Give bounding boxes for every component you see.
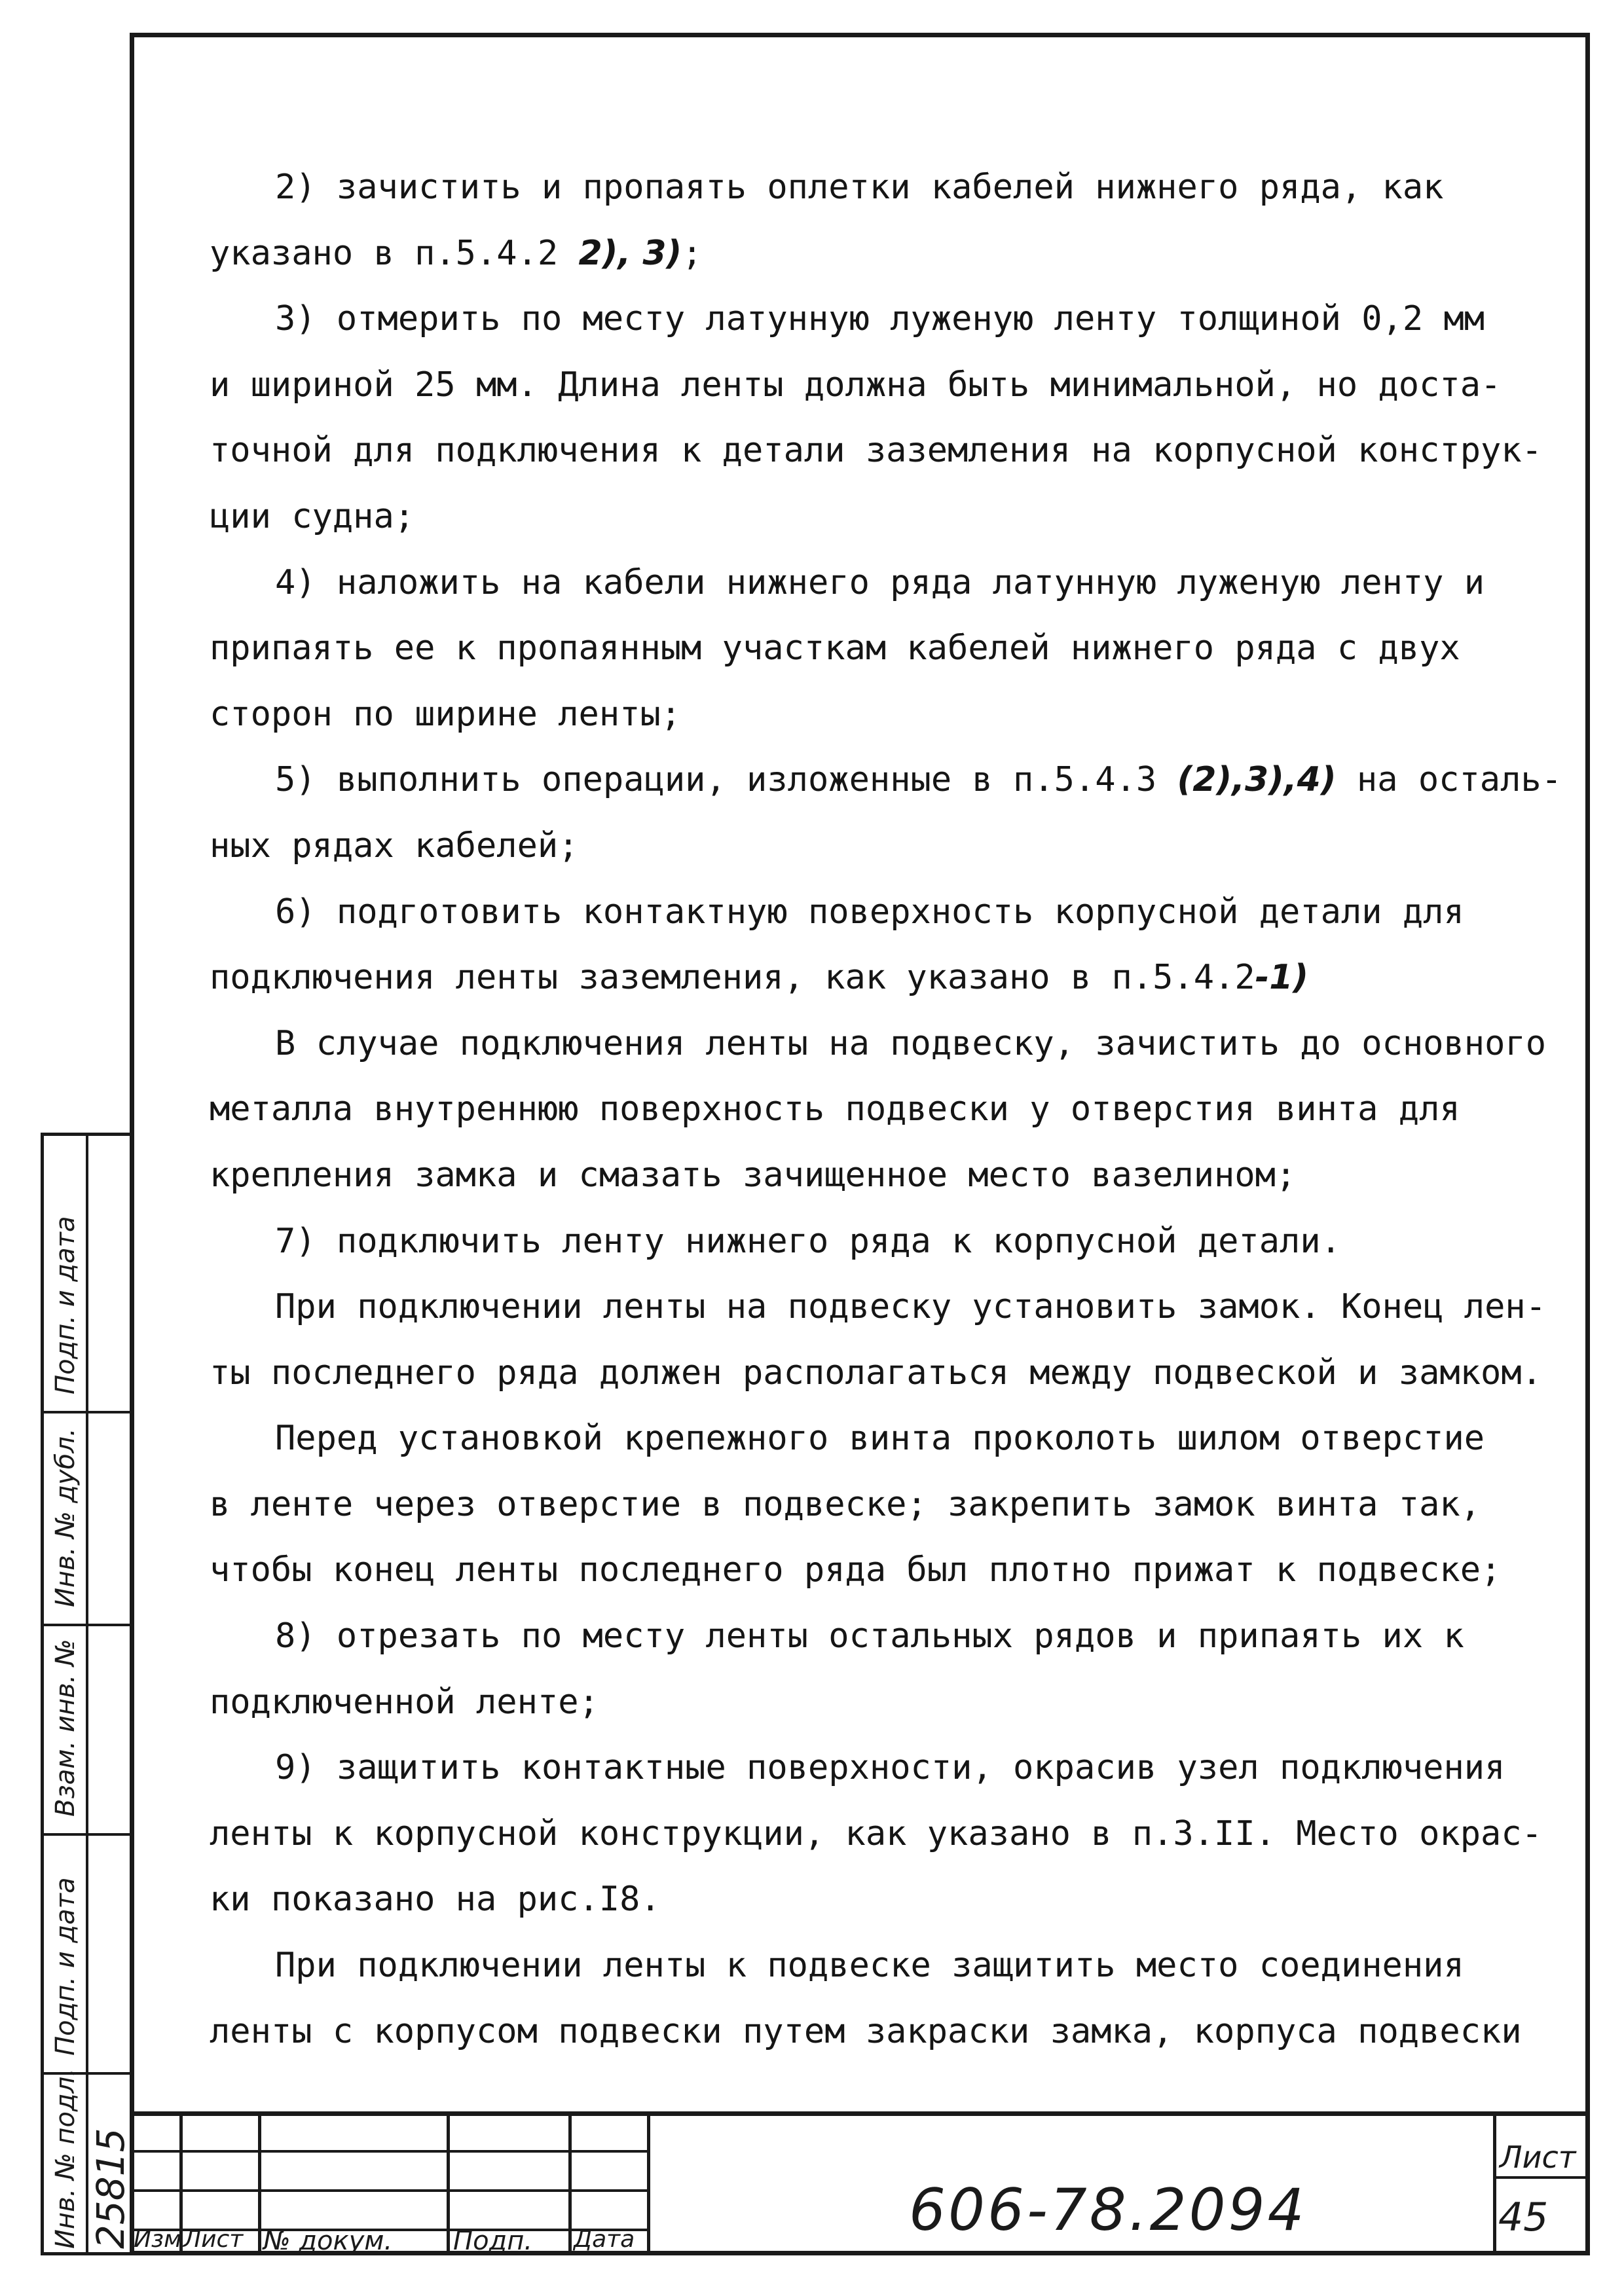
tb-col-line [258, 2116, 261, 2255]
tb-col-line [130, 2116, 133, 2255]
tb-label-podp: Подп. [453, 2226, 533, 2256]
text-line: и шириной 25 мм. Длина ленты должна быть минимальной, но доста- [210, 365, 1502, 405]
margin-divider [44, 1624, 130, 1626]
margin-label-vzam-inv: Взам. инв. № [50, 1639, 81, 1817]
text-line: 2) зачистить и пропаять оплетки кабелей нижнего ряда, как [275, 168, 1444, 207]
text-line [210, 747, 1562, 813]
text-line: ции судна; [210, 496, 415, 536]
text-line [210, 945, 1559, 1011]
document-code: 606-78.2094 [909, 2176, 1307, 2244]
margin-divider [44, 1833, 130, 1836]
margin-label-inv-podl: Инв. № подл. [50, 2068, 81, 2249]
text-line: припаять ее к пропаянным участкам кабелей нижнего ряда с двух [210, 629, 1460, 668]
text-line: крепления замка и смазать зачищенное место вазелином; [210, 1155, 1297, 1195]
handwritten-note: (2),3),4) [1177, 760, 1337, 800]
text-line: 9) защитить контактные поверхности, окрасив узел подключения [275, 1748, 1505, 1788]
text-line: ленты к корпусной конструкции, как указано в п.3.II. Место окрас- [210, 1813, 1542, 1853]
text-line: 6) подготовить контактную поверхность корпусной детали для [275, 892, 1464, 932]
text-line: При подключении ленты на подвеску установить замок. Конец лен- [275, 1287, 1547, 1327]
text-line: чтобы конец ленты последнего ряда был плотно прижат к подвеске; [210, 1550, 1502, 1590]
tb-label-data: Дата [574, 2226, 635, 2253]
tb-col-line [568, 2116, 572, 2255]
text-line: в ленте через отверстие в подвеске; закрепить замок винта так, [210, 1484, 1481, 1524]
text-line: 3) отмерить по месту латунную луженую ленту толщиной 0,2 мм [275, 299, 1485, 339]
text-line: ки показано на рис.I8. [210, 1880, 661, 1920]
tb-col-line [647, 2116, 650, 2255]
text-line: 8) отрезать по месту ленты остальных рядов и припаять их к [275, 1616, 1464, 1656]
text-line: При подключении ленты к подвеске защитить место соединения [275, 1946, 1464, 1986]
text-line: подключенной ленте; [210, 1682, 599, 1722]
text-fragment: 5) выполнить операции, изложенные в п.5.4.3 [275, 760, 1177, 800]
text-line: 7) подключить ленту нижнего ряда к корпусной детали. [275, 1221, 1341, 1261]
tb-label-sheet: Лист [1500, 2140, 1576, 2175]
inventory-number: 25815 [88, 2128, 133, 2249]
title-block [130, 2111, 1590, 2255]
sheet-number: 45 [1498, 2195, 1549, 2240]
margin-divider [44, 1411, 130, 1413]
text-line: ных рядах кабелей; [210, 826, 579, 866]
handwritten-note: -1) [1255, 958, 1309, 998]
text-fragment: подключения ленты заземления, как указано в п.5.4.2 [210, 958, 1255, 998]
text-line: ты последнего ряда должен располагаться между подвеской и замком. [210, 1353, 1542, 1393]
text-line: 4) наложить на кабели нижнего ряда латунную луженую ленту и [275, 562, 1485, 602]
margin-label-podp-data-top: Подп. и дата [50, 1216, 81, 1394]
document-body [210, 155, 1562, 2064]
text-line [210, 221, 1559, 287]
tb-label-n-dokum: № докум. [263, 2226, 393, 2256]
margin-label-podp-data-bottom: Подп. и дата [50, 1877, 81, 2056]
tb-col-line [1493, 2116, 1496, 2255]
text-line: В случае подключения ленты на подвеску, зачистить до основного [275, 1023, 1547, 1063]
text-line: ленты с корпусом подвески путем закраски замка, корпуса подвески [210, 2011, 1522, 2051]
tb-label-izm: Изм [134, 2226, 182, 2253]
margin-strip [41, 1133, 133, 2255]
handwritten-note: 2), 3) [578, 233, 682, 273]
tb-row-line [1493, 2176, 1590, 2179]
text-fragment: ; [682, 233, 703, 273]
margin-label-inv-dubl: Инв. № дубл. [50, 1428, 81, 1607]
text-line: Перед установкой крепежного винта проколоть шилом отверстие [275, 1419, 1485, 1459]
text-line: точной для подключения к детали заземления на корпусной конструк- [210, 431, 1542, 471]
tb-label-list: Лист [183, 2226, 244, 2253]
text-fragment: указано в п.5.4.2 [210, 233, 579, 273]
text-line: сторон по ширине ленты; [210, 694, 682, 734]
tb-col-line [447, 2116, 450, 2255]
text-line: металла внутреннюю поверхность подвески у отверстия винта для [210, 1089, 1460, 1129]
text-fragment: на осталь- [1336, 760, 1562, 800]
